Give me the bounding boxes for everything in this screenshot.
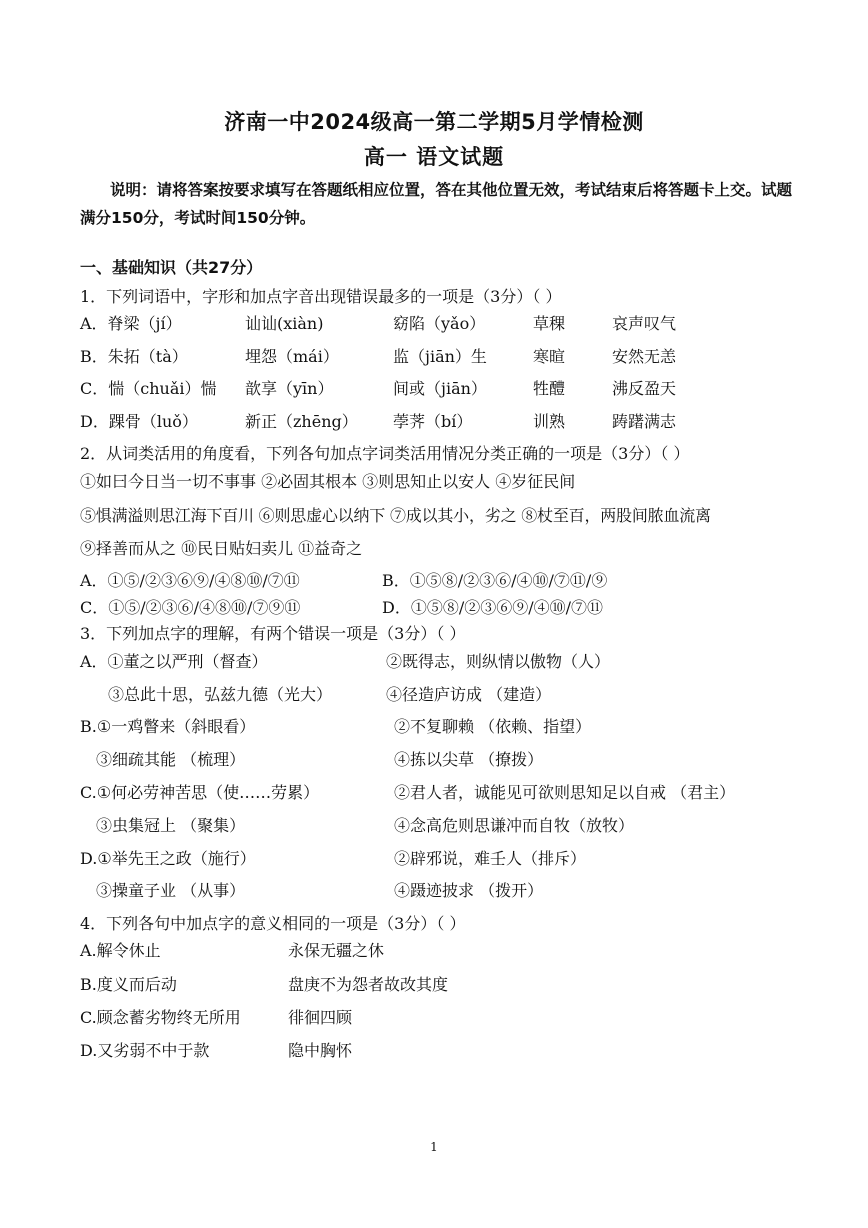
q1-c-5: 沸反盈天 bbox=[612, 379, 677, 398]
q1-d-3: 荸荠（bí） bbox=[393, 412, 473, 431]
q4-d-1: D.又劣弱不中于款 bbox=[80, 1041, 210, 1060]
q1-a-1: A．脊梁（jí） bbox=[80, 314, 182, 333]
q1-c-2: 歆享（yīn） bbox=[245, 379, 334, 398]
q2-sentences-1: ①如曰今日当一切不事事 ②必固其根本 ③则思知止以安人 ④岁征民间 bbox=[80, 472, 576, 491]
q3-a-4: ④径造庐访成 （建造） bbox=[386, 685, 552, 704]
q1-b-5: 安然无恙 bbox=[612, 347, 677, 366]
q3-c-2: ②君人者，诚能见可欲则思知足以自戒 （君主） bbox=[394, 783, 736, 802]
q1-a-2: 讪讪(xiàn) bbox=[245, 314, 324, 333]
q1-d-4: 训熟 bbox=[533, 412, 566, 431]
q4-d-2: 隐中胸怀 bbox=[288, 1041, 353, 1060]
q4-stem: 4．下列各句中加点字的意义相同的一项是（3分）（ ） bbox=[80, 914, 466, 933]
q1-b-3: 监（jiān）生 bbox=[393, 347, 487, 366]
q1-b-4: 寒暄 bbox=[533, 347, 566, 366]
q3-b-3: ③细疏其能 （梳理） bbox=[96, 750, 246, 769]
q3-b-4: ④拣以尖草 （撩拨） bbox=[394, 750, 544, 769]
exam-title: 济南一中2024级高一第二学期5月学情检测 bbox=[224, 110, 644, 134]
q3-d-2: ②辟邪说，难壬人（排斥） bbox=[394, 849, 587, 868]
q4-a-2: 永保无疆之休 bbox=[288, 941, 385, 960]
q3-d-3: ③操童子业 （从事） bbox=[96, 881, 246, 900]
q2-option-a: A．①⑤/②③⑥⑨/④⑧⑩/⑦⑪ bbox=[80, 571, 300, 590]
q1-a-5: 哀声叹气 bbox=[612, 314, 677, 333]
q1-d-5: 踌躇满志 bbox=[612, 412, 677, 431]
q1-c-4: 牲醴 bbox=[533, 379, 566, 398]
q2-stem: 2．从词类活用的角度看，下列各句加点字词类活用情况分类正确的一项是（3分）（ ） bbox=[80, 444, 690, 463]
q2-option-c: C．①⑤/②③⑥/④⑧⑩/⑦⑨⑪ bbox=[80, 598, 301, 617]
instructions: 说明：请将答案按要求填写在答题纸相应位置，答在其他位置无效，考试结束后将答题卡上交。试题满分150分，考试时间150分钟。 bbox=[80, 181, 793, 227]
q3-a-2: ②既得志，则纵情以傲物（人） bbox=[386, 652, 611, 671]
q2-sentences-2: ⑤惧满溢则思江海下百川 ⑥则思虚心以纳下 ⑦成以其小，劣之 ⑧杖至百，两股间脓血流离 bbox=[80, 506, 711, 525]
q3-d-1: D.①举先王之政（施行） bbox=[80, 849, 256, 868]
q1-b-2: 埋怨（mái） bbox=[245, 347, 339, 366]
q1-c-1: C．惴（chuǎi）惴 bbox=[80, 379, 217, 398]
q3-b-2: ②不复聊赖 （依赖、指望） bbox=[394, 717, 592, 736]
q4-b-2: 盘庚不为怨者故改其度 bbox=[288, 975, 449, 994]
q4-a-1: A.解令休止 bbox=[80, 941, 161, 960]
q1-a-4: 草稞 bbox=[533, 314, 566, 333]
q3-a-3: ③总此十思，弘兹九德（光大） bbox=[108, 685, 333, 704]
q2-sentences-3: ⑨择善而从之 ⑩民日贴妇卖儿 ⑪益奇之 bbox=[80, 539, 363, 558]
q3-stem: 3．下列加点字的理解，有两个错误一项是（3分）（ ） bbox=[80, 624, 466, 643]
q4-c-2: 徘徊四顾 bbox=[288, 1008, 353, 1027]
q3-b-1: B.①一鸡瞥来（斜眼看） bbox=[80, 717, 256, 736]
q4-c-1: C.顾念蓄劣物终无所用 bbox=[80, 1008, 241, 1027]
q3-c-3: ③虫集冠上 （聚集） bbox=[96, 816, 246, 835]
q1-d-1: D．踝骨（luǒ） bbox=[80, 412, 198, 431]
q3-a-1: A．①董之以严刑（督查） bbox=[80, 652, 268, 671]
q1-a-3: 窈陷（yǎo） bbox=[393, 314, 486, 333]
q3-d-4: ④蹑迹披求 （拨开） bbox=[394, 881, 544, 900]
section-title: 一、基础知识（共27分） bbox=[80, 258, 263, 277]
page-number: 1 bbox=[430, 1140, 438, 1154]
q1-c-3: 间或（jiān） bbox=[393, 379, 487, 398]
q1-d-2: 新正（zhēng） bbox=[245, 412, 358, 431]
q2-option-b: B．①⑤⑧/②③⑥/④⑩/⑦⑪/⑨ bbox=[382, 571, 608, 590]
q2-option-d: D．①⑤⑧/②③⑥⑨/④⑩/⑦⑪ bbox=[382, 598, 604, 617]
exam-subtitle: 高一 语文试题 bbox=[363, 145, 505, 169]
q4-b-1: B.度义而后动 bbox=[80, 975, 177, 994]
q3-c-4: ④念高危则思谦冲而自牧（放牧） bbox=[394, 816, 635, 835]
q1-stem: 1．下列词语中，字形和加点字音出现错误最多的一项是（3分）（ ） bbox=[80, 287, 562, 306]
q1-b-1: B．朱拓（tà） bbox=[80, 347, 188, 366]
q3-c-1: C.①何必劳神苦思（使……劳累） bbox=[80, 783, 320, 802]
